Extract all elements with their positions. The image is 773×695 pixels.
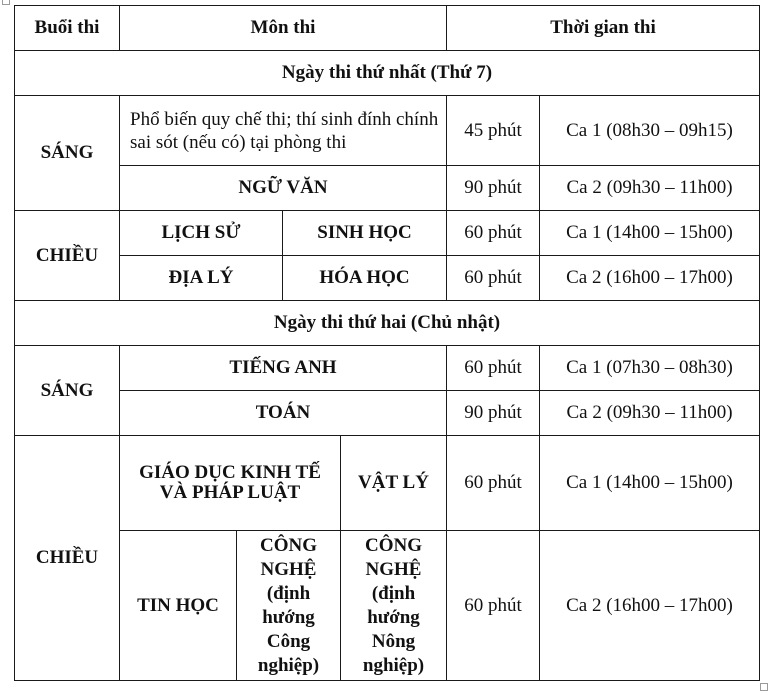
day2-title: Ngày thi thứ hai (Chủ nhật) <box>15 301 760 346</box>
duration-cell: 60 phút <box>447 436 540 531</box>
subject-note: (định hướng Nông nghiệp) <box>362 582 425 676</box>
subject-cell-technology-industry <box>237 531 341 681</box>
subject-cell: ĐỊA LÝ <box>120 256 283 301</box>
duration-cell: 90 phút <box>447 391 540 436</box>
day2-morning-session: SÁNG <box>15 346 120 436</box>
duration-cell: 60 phút <box>447 211 540 256</box>
subject-cell: GIÁO DỤC KINH TẾ VÀ PHÁP LUẬT <box>120 436 341 531</box>
table-row <box>15 531 760 681</box>
table-row <box>15 391 760 436</box>
duration-cell: 45 phút <box>447 96 540 166</box>
exam-schedule-table <box>14 5 760 681</box>
subject-cell: LỊCH SỬ <box>120 211 283 256</box>
subject-cell: SINH HỌC <box>283 211 447 256</box>
table-row <box>15 166 760 211</box>
shift-cell: Ca 2 (09h30 – 11h00) <box>540 166 760 211</box>
subject-cell: VẬT LÝ <box>341 436 447 531</box>
subject-cell: NGỮ VĂN <box>120 166 447 211</box>
shift-cell: Ca 2 (16h00 – 17h00) <box>540 531 760 681</box>
shift-cell: Ca 2 (09h30 – 11h00) <box>540 391 760 436</box>
duration-cell: 60 phút <box>447 531 540 681</box>
shift-cell: Ca 1 (08h30 – 09h15) <box>540 96 760 166</box>
subject-cell: HÓA HỌC <box>283 256 447 301</box>
header-time: Thời gian thi <box>447 6 760 51</box>
table-row <box>15 211 760 256</box>
day2-afternoon-session: CHIỀU <box>15 436 120 681</box>
subject-cell: TOÁN <box>120 391 447 436</box>
table-resize-handle[interactable] <box>760 683 768 691</box>
shift-cell: Ca 1 (07h30 – 08h30) <box>540 346 760 391</box>
duration-cell: 60 phút <box>447 256 540 301</box>
table-row <box>15 256 760 301</box>
subject-cell: TIN HỌC <box>120 531 237 681</box>
shift-cell: Ca 1 (14h00 – 15h00) <box>540 211 760 256</box>
subject-cell: Phổ biến quy chế thi; thí sinh đính chính sai sót (nếu có) tại phòng thi <box>120 96 447 166</box>
table-row <box>15 436 760 531</box>
shift-cell: Ca 1 (14h00 – 15h00) <box>540 436 760 531</box>
day2-row <box>15 301 760 346</box>
subject-name: CÔNG NGHỆ <box>365 534 422 580</box>
duration-cell: 90 phút <box>447 166 540 211</box>
day1-morning-session: SÁNG <box>15 96 120 211</box>
subject-cell: TIẾNG ANH <box>120 346 447 391</box>
day1-afternoon-session: CHIỀU <box>15 211 120 301</box>
subject-cell-technology-agriculture <box>341 531 447 681</box>
header-subject: Môn thi <box>120 6 447 51</box>
table-row <box>15 96 760 166</box>
header-row <box>15 6 760 51</box>
duration-cell: 60 phút <box>447 346 540 391</box>
table-move-handle[interactable] <box>2 0 10 5</box>
header-session: Buổi thi <box>15 6 120 51</box>
table-row <box>15 346 760 391</box>
day1-title: Ngày thi thứ nhất (Thứ 7) <box>15 51 760 96</box>
day1-row <box>15 51 760 96</box>
subject-name: CÔNG NGHỆ <box>260 534 317 580</box>
subject-note: (định hướng Công nghiệp) <box>257 582 320 676</box>
shift-cell: Ca 2 (16h00 – 17h00) <box>540 256 760 301</box>
